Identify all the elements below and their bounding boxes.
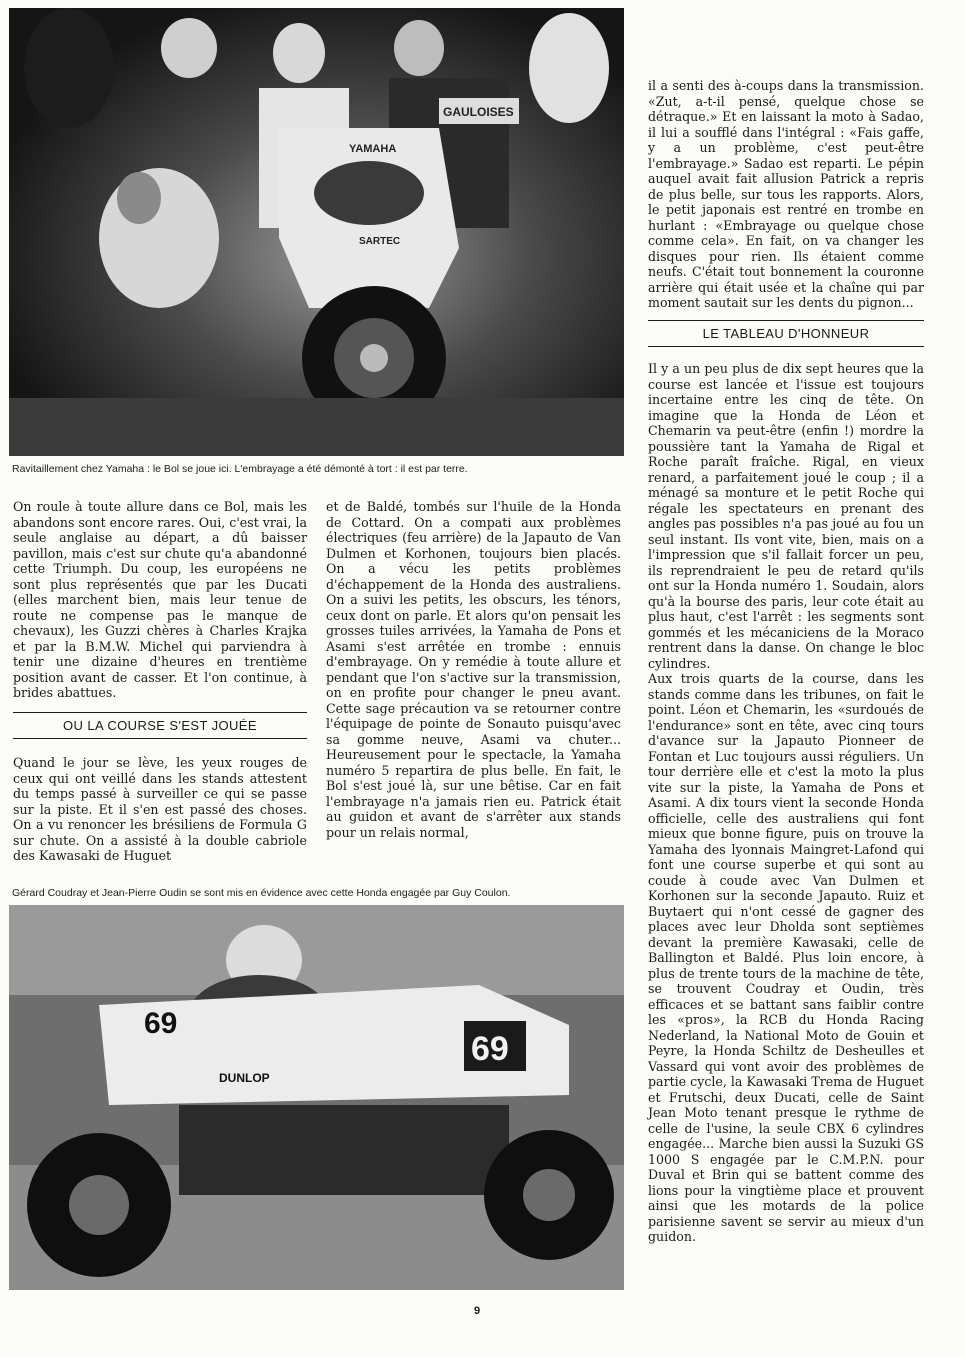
yamaha-logo-text: YAMAHA — [349, 143, 397, 155]
left-column — [13, 499, 307, 701]
middle-column — [326, 499, 621, 840]
race-number-side: 69 — [471, 1030, 509, 1068]
pit-stop-photo — [9, 8, 624, 456]
right-column-bottom — [648, 361, 924, 1245]
right-paragraph-2: Il y a un peu plus de dix sept heures que la course est lancée et l'issue est toujours incertaine entre les cinq de tête. On imagine que la Honda de Léon et Chemarin va peut-être (enfin !) mordre la poussière tant la Yamaha de Rigal et Roche paraît fraîche. Rigal, en vieux renard, a parfaitement joué le coup ; il a ménagé sa monture et le petit Roche qui régale les spectateurs en prenant des angles pas possibles n'a pas joué au fou un seul instant. Ils vont vite, bien, mais on a l'impression que s'il fallait forcer un peu, ils reprendraient le peu de retard qu'ils ont sur la Honda numéro 1. Soudain, alors qu'à la bourse des paris, leur cote était au plus haut, c'est l'arrêt : les segments sont gommés et les mécaniciens de la Moraco rentrent dans la danse. On change le bloc cylindres. — [648, 361, 924, 671]
sartec-logo-text: SARTEC — [359, 236, 401, 247]
page-number: 9 — [474, 1305, 481, 1317]
left-paragraph-2: Quand le jour se lève, les yeux rouges de ceux qui ont veillé dans les stands attestent du temps passé à surveiller ce qui se passe sur la piste. Et il s'en est passé des choses. On a vu renoncer les brésiliens de Formula G sur chute. On a assisté à la double cabriole des Kawasaki de Huguet — [13, 755, 307, 863]
race-photo — [9, 905, 624, 1290]
middle-paragraph-1: et de Baldé, tombés sur l'huile de la Honda de Cottard. On a compati aux problèmes électriques (feu arrière) de la Japauto de Van Dulmen et Korhonen, toujours bien placés. On a vécu les petits problèmes d'échappement de la Honda des australiens. On a suivi les petits, les obscurs, les ténors, ceux dont on parle. Et alors qu'on pensait les grosses tuiles arrivées, la Yamaha de Pons et Asami s'est arrêtée en trombe : ennuis d'embrayage. On y remédie à toute allure et pendant que l'on s'active sur la transmission, on en profite pour changer le pneu avant. Cette sage précaution va se retourner contre l'équipage de pointe de Sonauto puisqu'avec sa gomme neuve, Asami va chuter... Heureusement pour le spectacle, la Yamaha numéro 5 repartira de plus belle. En fait, le Bol s'est joué là, sur une bêtise. Car en fait l'embrayage n'a jamais rien eu. Patrick était au guidon et avant de s'arrêter aux stands pour un relais normal, — [326, 499, 621, 840]
right-column-top — [648, 78, 924, 311]
right-paragraph-3: Aux trois quarts de la course, dans les stands comme dans les tribunes, on fait le point. Léon et Chemarin, les «surdoués de l'endurance» sont en tête, avec cinq tours d'avance sur la Japauto Pionneer de Fontan et Luc toujours aussi réguliers. Un tour derrière elle et c'est la moto la plus vite sur la piste, la Yamaha de Pons et Asami. A dix tours vient la seconde Honda officielle, celle des australiens qui font mieux que bonne figure, puis on trouve la Yamaha des lyonnais Maingret-Lafond qui font une course superbe et qui sont au coude à coude avec Van Dulmen et Korhonen sur la seconde Japauto. Ruiz et Buytaert qui n'ont cessé de gagner des places avec leur Dholda sont septièmes devant la première Kawasaki, celle de Ballington et Baldé. Plus loin encore, à plus de trente tours de la machine de tête, se trouvent Coudray et Oudin, très efficaces et se battant sans faiblir contre les «pros», la RCB du Honda Racing Nederland, la National Moto de Gouin et Peyre, la Honda Schiltz de Desheulles et Vassard qui vont avoir des problèmes de partie cycle, la Kawasaki Trema de Huguet et Frutschi, deux Ducati, celle de Saint Jean Moto tenant presque le rythme de celle de l'usine, la seule CBX 6 cylindres engagée... Marche bien aussi la Suzuki GS 1000 S engagée par le C.M.P.N. pour Duval et Brin qui se battent comme des lions pour la vingtième place et prouvent ainsi que les motards de la police parisienne savent se servir au mieux d'un guidon. — [648, 671, 924, 1244]
section-heading-tableau: LE TABLEAU D'HONNEUR — [648, 320, 924, 347]
section-heading-course: OU LA COURSE S'EST JOUÉE — [13, 712, 307, 739]
left-paragraph-1: On roule à toute allure dans ce Bol, mais les abandons sont encore rares. Oui, c'est vrai, la seule anglaise au départ, a dû baisser pavillon, mais c'est sur chute qu'a abandonné cette Triumph. Du coup, les européens ne sont plus représentés que par les Ducati (elles marchent bien, mais leur tenue de route ne compense pas le manque de chevaux), les Guzzi chères à Charles Krajka et par la B.M.W. Michel qui parviendra à tenir une dizaine d'heures en trentième position avant de casser. Et l'on continue, à brides abattues. — [13, 499, 307, 700]
dunlop-logo-text: DUNLOP — [219, 1071, 270, 1085]
top-photo-caption: Ravitaillement chez Yamaha : le Bol se joue ici. L'embrayage a été démonté à tort : il est par terre. — [12, 463, 468, 475]
bottom-photo-caption: Gérard Coudray et Jean-Pierre Oudin se sont mis en évidence avec cette Honda engagée par Guy Coulon. — [12, 887, 511, 899]
race-image — [9, 905, 624, 1290]
gauloises-logo-text: GAULOISES — [443, 105, 514, 119]
pit-stop-image — [9, 8, 624, 456]
race-number-front: 69 — [144, 1007, 178, 1040]
right-paragraph-1: il a senti des à-coups dans la transmission. «Zut, a-t-il pensé, quelque chose se détraque.» Et en laissant la moto à Sadao, il lui a soufflé dans l'intégral : «Fais gaffe, y a un problème, c'est peut-être l'embrayage.» Sadao est reparti. Le pépin auquel avait fait allusion Patrick a repris de plus belle, sur tous les rapports. Alors, le petit japonais est rentré en trombe en hurlant : «Embrayage ou quelque chose comme cela». En fait, on va changer les disques pour rien. Ils étaient comme neufs. C'était tout bonnement la couronne arrière qui était usée et la chaîne qui par moment sautait sur les dents du pignon... — [648, 78, 924, 310]
left-column-bottom — [13, 755, 307, 864]
